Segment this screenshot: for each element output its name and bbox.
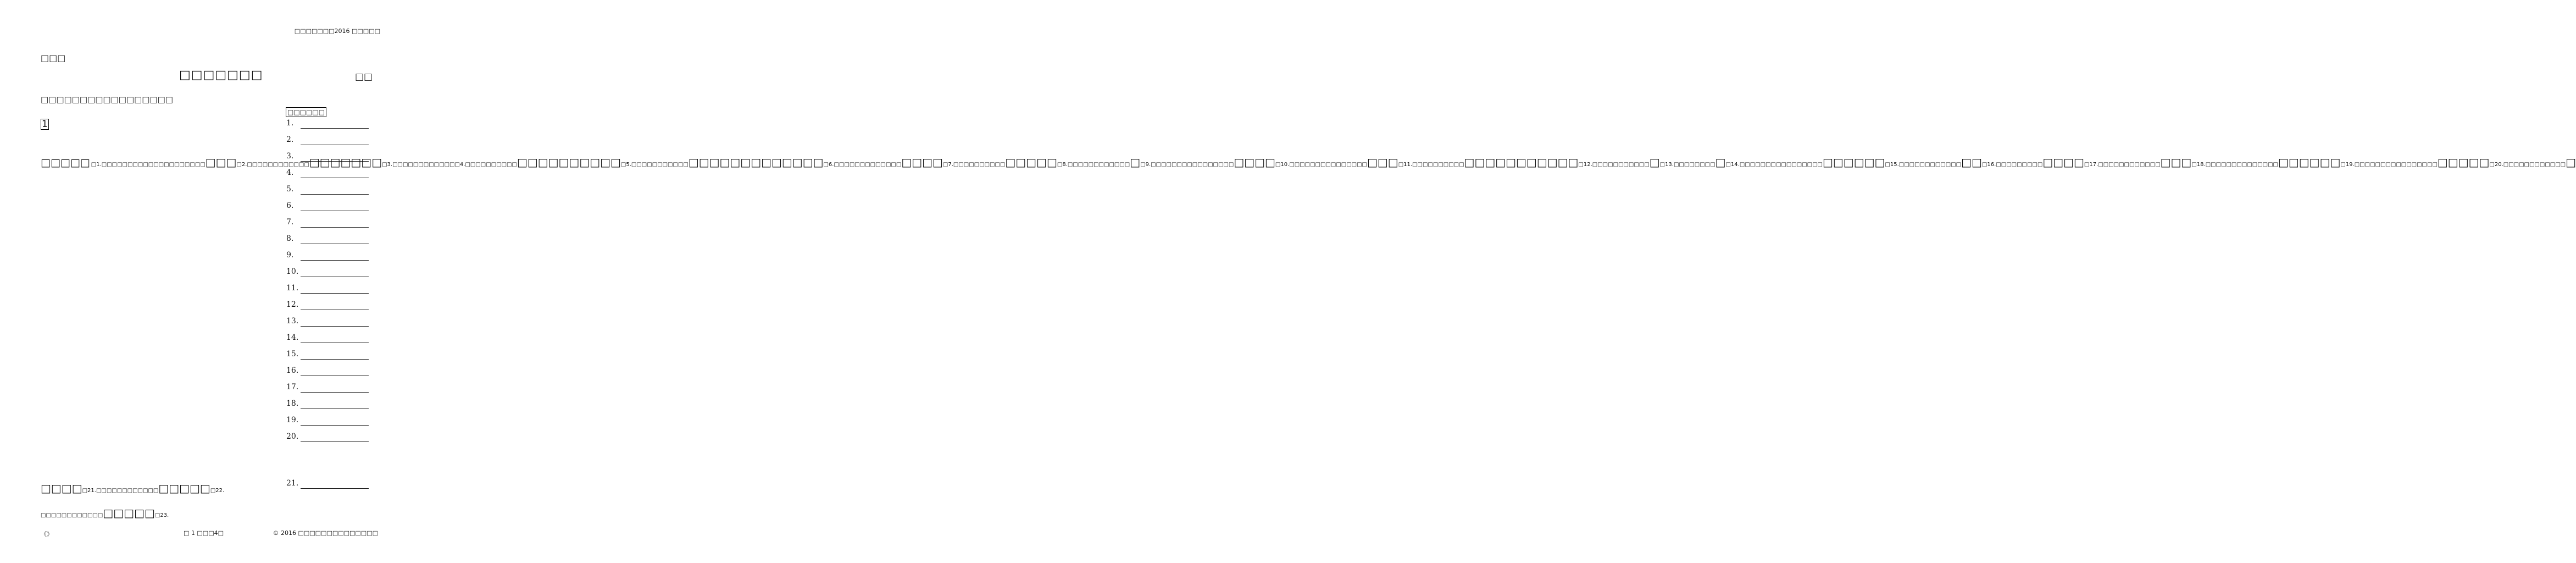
passage-fragment: □21.□□□□□□□□□□□□: [82, 488, 159, 494]
page-number: □ 1 □□□4□: [184, 529, 224, 537]
passage-emphasis: □□□□□□□□□□□: [1464, 156, 1579, 169]
answer-blank[interactable]: [301, 359, 369, 360]
passage-text: [41, 108, 2576, 183]
section-label: □□□: [41, 53, 66, 63]
passage-emphasis: □□□□□□□□□□: [517, 156, 621, 169]
passage-fragment: □16.□□□□□□□□□: [1981, 162, 2043, 168]
passage-fragment: □14.□□□□□□□□□□□□□□□□: [1725, 162, 1823, 168]
passage-emphasis: □□□□□: [1005, 156, 1057, 169]
answer-line[interactable]: [286, 432, 369, 442]
answer-blank[interactable]: [301, 425, 369, 426]
passage-emphasis: □□□□□□□: [309, 156, 382, 169]
answer-blank[interactable]: [301, 194, 369, 195]
answer-line[interactable]: [286, 267, 369, 277]
answer-number: 15.: [286, 350, 299, 358]
passage-emphasis: □□□□: [2042, 156, 2084, 169]
question-number: 1: [42, 119, 48, 130]
answer-blank[interactable]: [301, 441, 369, 442]
passage-fragment: □10.□□□□□□□□□□□□□□□: [1275, 162, 1367, 168]
answer-line[interactable]: [286, 317, 369, 327]
passage-fragment: □2.□□□□□□□□□□□□: [236, 162, 309, 168]
passage-emphasis: □□□□: [901, 156, 943, 169]
answer-line[interactable]: [286, 479, 369, 489]
passage-segments: [91, 156, 2576, 169]
answer-line[interactable]: [286, 350, 369, 360]
passage-fragment: □9.□□□□□□□□□□□□□□□□: [1140, 162, 1234, 168]
answer-blank[interactable]: [301, 227, 369, 228]
answer-number: 17.: [286, 383, 299, 391]
answer-line[interactable]: [286, 383, 369, 393]
passage-emphasis: □□□: [205, 156, 237, 169]
answer-box-heading: □□□□□□: [286, 107, 326, 117]
answer-number: 9.: [286, 251, 294, 260]
answer-number: 8.: [286, 234, 294, 243]
passage-fragment: □18.□□□□□□□□□□□□□□: [2191, 162, 2278, 168]
answer-number: 11.: [286, 284, 299, 292]
answer-line[interactable]: [286, 135, 369, 145]
passage-fragment: □23.: [154, 512, 169, 518]
answer-line[interactable]: [286, 284, 369, 294]
passage-fragment: □12.□□□□□□□□□□□: [1578, 162, 1650, 168]
passage-emphasis: □□□□□: [158, 482, 210, 495]
passage-emphasis: □□□□□: [103, 506, 155, 520]
answer-number: 10.: [286, 267, 299, 276]
answer-line[interactable]: [286, 300, 369, 310]
passage-fragment: □3.□□□□□□□□□□□□□4.□□□□□□□□□□: [382, 162, 517, 168]
passage-fragment: □6.□□□□□□□□□□□□□: [823, 162, 902, 168]
answer-number: 21.: [286, 479, 299, 488]
passage-emphasis: □□□□□□: [2278, 156, 2341, 169]
passage-emphasis: □□□□: [1234, 156, 1275, 169]
passage-fragment: □7.□□□□□□□□□□: [942, 162, 1006, 168]
answer-blank[interactable]: [301, 488, 369, 489]
answer-line[interactable]: [286, 218, 369, 228]
passage-fragment: □19.□□□□□□□□□□□□□□□□: [2340, 162, 2438, 168]
question-intro: □□□□□: [41, 157, 90, 169]
answer-number: 2.: [286, 135, 294, 144]
answer-number: 7.: [286, 218, 294, 227]
passage-fragment: □5.□□□□□□□□□□□: [620, 162, 689, 168]
answer-number: 3.: [286, 152, 294, 161]
passage-fragment: □1.□□□□□□□□□□□□□□□□□□□□: [91, 162, 206, 168]
answer-line[interactable]: [286, 251, 369, 261]
passage-emphasis: □□□□□: [2437, 156, 2490, 169]
answer-number: 19.: [286, 416, 299, 424]
title-side-label: □□: [355, 71, 373, 82]
passage-fragment: □11.□□□□□□□□□□: [1398, 162, 1464, 168]
answer-blank[interactable]: [301, 260, 369, 261]
answer-number: 5.: [286, 185, 294, 194]
copyright: © 2016 □□□□□□□□□□□□□□: [273, 529, 378, 537]
passage-emphasis: □: [1715, 156, 1726, 169]
answer-line[interactable]: [286, 416, 369, 426]
answer-number: 14.: [286, 333, 299, 342]
passage-emphasis: □: [1649, 156, 1660, 169]
answer-blank[interactable]: [301, 326, 369, 327]
passage-emphasis: □□□□□□: [1823, 156, 1885, 169]
answer-number: 16.: [286, 366, 299, 375]
passage-fragment: □8.□□□□□□□□□□□□: [1057, 162, 1130, 168]
answer-number: 20.: [286, 432, 299, 441]
answer-number: 1.: [286, 119, 294, 128]
answer-blank[interactable]: [301, 392, 369, 393]
answer-line[interactable]: [286, 185, 369, 195]
answer-number: 12.: [286, 300, 299, 309]
page-header-text: □□□□□□□2016 □□□□□: [294, 27, 380, 35]
passage-fragment: □13.□□□□□□□□: [1659, 162, 1716, 168]
answer-line[interactable]: [286, 399, 369, 409]
answer-number: 13.: [286, 317, 299, 325]
answer-line[interactable]: [286, 119, 369, 129]
passage-fragment: □15.□□□□□□□□□□□□: [1885, 162, 1962, 168]
passage-fragment: □22. □□□□□□□□□□□□: [41, 488, 225, 518]
answer-blank[interactable]: [301, 128, 369, 129]
answer-blank[interactable]: [301, 293, 369, 294]
page-title: □□□□□□□: [179, 68, 263, 82]
passage-fragment: □17.□□□□□□□□□□□□: [2084, 162, 2161, 168]
passage-emphasis: □□□□□□□□□□□□□: [688, 156, 824, 169]
instructions-subtitle: □□□□□□□□□□□□□□□□□: [41, 95, 173, 104]
answer-number: 6.: [286, 201, 294, 210]
passage-fragment: □20.□□□□□□□□□□□□: [2489, 162, 2566, 168]
answer-line[interactable]: [286, 366, 369, 376]
answer-number: 4.: [286, 168, 294, 177]
passage-emphasis: □□□: [1367, 156, 1398, 169]
answer-line[interactable]: [286, 234, 369, 244]
passage-continuation: [41, 477, 277, 527]
answer-line[interactable]: [286, 168, 369, 178]
passage-emphasis: □□□□: [41, 482, 82, 495]
passage-emphasis: □□: [1961, 156, 1982, 169]
passage-emphasis: □□□: [2160, 156, 2192, 169]
answer-line[interactable]: [286, 333, 369, 343]
footer-left: 《》: [41, 531, 53, 538]
answer-line[interactable]: [286, 201, 369, 211]
passage-emphasis: □: [2566, 156, 2576, 169]
answer-number: 18.: [286, 399, 299, 408]
passage-emphasis: □: [1130, 156, 1141, 169]
